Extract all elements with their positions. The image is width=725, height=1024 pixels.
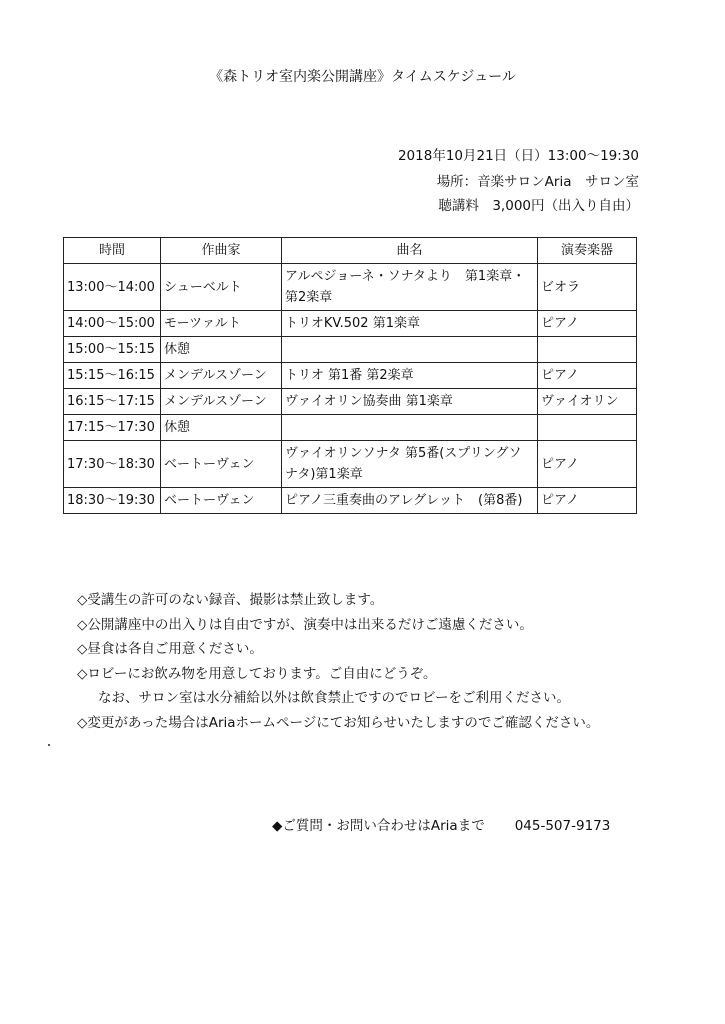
composer-cell: メンデルスゾーン <box>161 363 282 389</box>
time-cell: 17:15〜17:30 <box>64 415 161 441</box>
composer-cell: メンデルスゾーン <box>161 389 282 415</box>
event-place: 場所：音楽サロンAria サロン室 <box>436 174 639 190</box>
table-row <box>64 415 637 441</box>
time-cell: 14:00〜15:00 <box>64 311 161 337</box>
scan-speck <box>48 744 50 746</box>
instrument-cell: ピアノ <box>538 488 637 514</box>
composer-cell: 休憩 <box>161 415 282 441</box>
note-item: ◇公開講座中の出入りは自由ですが、演奏中は出来るだけご遠慮ください。 <box>77 616 533 633</box>
table-row <box>64 389 637 415</box>
time-cell: 15:15〜16:15 <box>64 363 161 389</box>
time-cell: 18:30〜19:30 <box>64 488 161 514</box>
note-item: ◇変更があった場合はAriaホームページにてお知らせいたしますのでご確認ください。 <box>77 714 600 731</box>
table-row <box>64 264 637 311</box>
instrument-cell <box>538 415 637 441</box>
header-composer: 作曲家 <box>161 238 282 264</box>
table-header-row <box>64 238 637 264</box>
notes-list <box>77 588 599 735</box>
time-cell: 15:00〜15:15 <box>64 337 161 363</box>
composer-cell: ベートーヴェン <box>161 488 282 514</box>
piece-cell: トリオKV.502 第1楽章 <box>282 311 538 337</box>
piece-cell: ピアノ三重奏曲のアレグレット (第8番) <box>282 488 538 514</box>
contact-label: ◆ご質問・お問い合わせはAriaまで <box>272 818 485 834</box>
composer-cell: モーツァルト <box>161 311 282 337</box>
composer-cell: シューベルト <box>161 264 282 311</box>
contact-line <box>272 814 610 834</box>
schedule-table <box>63 237 637 514</box>
note-item: ◇昼食は各自ご用意ください。 <box>77 641 263 657</box>
piece-cell: ヴァイオリン協奏曲 第1楽章 <box>282 389 538 415</box>
table-row <box>64 441 637 488</box>
header-instrument: 演奏楽器 <box>538 238 637 264</box>
instrument-cell: ピアノ <box>538 441 637 488</box>
table-row <box>64 311 637 337</box>
instrument-cell: ビオラ <box>538 264 637 311</box>
composer-cell: 休憩 <box>161 337 282 363</box>
table-row <box>64 488 637 514</box>
instrument-cell: ヴァイオリン <box>538 389 637 415</box>
time-cell: 13:00〜14:00 <box>64 264 161 311</box>
time-cell: 17:30〜18:30 <box>64 441 161 488</box>
document-title: 《森トリオ室内楽公開講座》タイムスケジュール <box>209 69 516 85</box>
composer-cell: ベートーヴェン <box>161 441 282 488</box>
table-row <box>64 337 637 363</box>
instrument-cell <box>538 337 637 363</box>
contact-phone: 045-507-9173 <box>514 818 611 834</box>
time-cell: 16:15〜17:15 <box>64 389 161 415</box>
event-date: 2018年10月21日（日）13:00〜19:30 <box>397 148 639 164</box>
header-piece: 曲名 <box>282 238 538 264</box>
piece-cell: ヴァイオリンソナタ 第5番(スプリングソナタ)第1楽章 <box>282 441 538 488</box>
piece-cell: アルペジョーネ・ソナタより 第1楽章・第2楽章 <box>282 264 538 311</box>
note-item: ◇ロビーにお飲み物を用意しております。ご自由にどうぞ。 <box>77 665 437 682</box>
table-row <box>64 363 637 389</box>
instrument-cell: ピアノ <box>538 363 637 389</box>
note-item-continuation: なお、サロン室は水分補給以外は飲食禁止ですのでロビーをご利用ください。 <box>98 690 570 706</box>
instrument-cell: ピアノ <box>538 311 637 337</box>
header-time: 時間 <box>64 238 161 264</box>
event-fee: 聴講料 3,000円（出入り自由） <box>438 198 639 214</box>
piece-cell <box>282 337 538 363</box>
piece-cell: トリオ 第1番 第2楽章 <box>282 363 538 389</box>
piece-cell <box>282 415 538 441</box>
note-item: ◇受講生の許可のない録音、撮影は禁止致します。 <box>77 592 384 608</box>
